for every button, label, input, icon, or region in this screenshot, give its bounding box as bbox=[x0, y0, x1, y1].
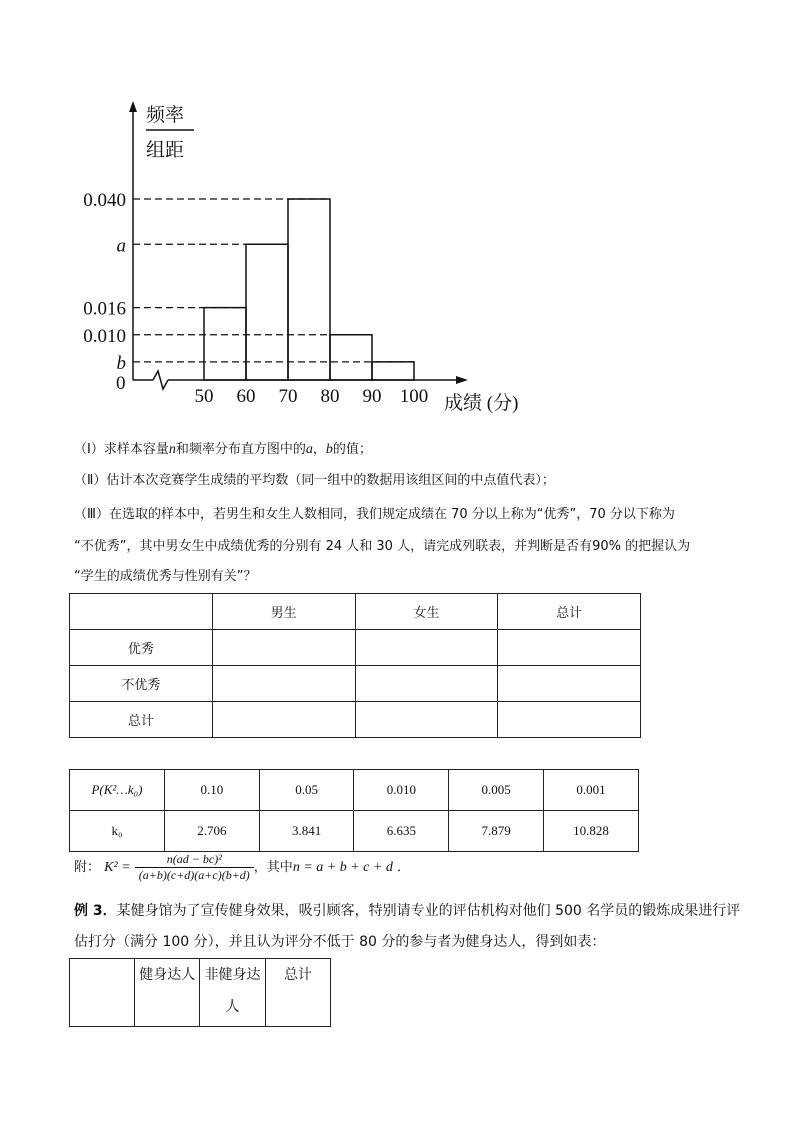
formula-suffix: n = a + b + c + d bbox=[292, 860, 393, 875]
y-tick-label: 0.016 bbox=[83, 298, 126, 320]
table-cell bbox=[212, 630, 355, 666]
contingency-table bbox=[69, 593, 641, 738]
formula-denominator: (a+b)(c+d)(a+c)(b+d) bbox=[138, 868, 250, 882]
x-tick-label: 50 bbox=[194, 386, 214, 407]
histogram-bar bbox=[246, 244, 288, 380]
histogram-bar bbox=[204, 308, 246, 380]
x-tick-label: 80 bbox=[320, 386, 340, 407]
table-cell: 0.010 bbox=[354, 770, 449, 811]
table-header-cell: 健身达人 bbox=[135, 959, 200, 1027]
table-cell: 7.879 bbox=[449, 811, 544, 852]
question-3-line-1: （Ⅲ）在选取的样本中，若男生和女生人数相同，我们规定成绩在 70 分以上称为“优秀”，70 分以下称为 bbox=[74, 507, 675, 522]
table-cell: 2.706 bbox=[164, 811, 259, 852]
y-tick-label: b bbox=[116, 352, 126, 374]
table-cell bbox=[212, 666, 355, 702]
question-3-line-2: “不优秀”，其中男女生中成绩优秀的分别有 24 人和 30 人，请完成列联表，并判断是否有90% 的把握认为 bbox=[74, 539, 691, 554]
table-cell: 6.635 bbox=[354, 811, 449, 852]
y-label-bottom: 组距 bbox=[146, 140, 185, 161]
question-3-line-3: “学生的成绩优秀与性别有关”？ bbox=[74, 569, 257, 584]
example-label: 例 3． bbox=[74, 903, 117, 919]
table-cell: 0.10 bbox=[164, 770, 259, 811]
y-axis-arrow bbox=[129, 101, 137, 112]
row-label: 优秀 bbox=[70, 630, 213, 666]
axis-break bbox=[153, 371, 168, 389]
y-label-top: 频率 bbox=[146, 105, 185, 126]
table-cell: 3.841 bbox=[259, 811, 354, 852]
y-tick-label: 0.010 bbox=[83, 325, 126, 347]
table-cell: 10.828 bbox=[544, 811, 639, 852]
x-tick-label: 70 bbox=[278, 386, 298, 407]
table-header-cell: 女生 bbox=[355, 594, 498, 630]
row-label: 总计 bbox=[70, 702, 213, 738]
table-row bbox=[70, 666, 641, 702]
y-tick-label: 0.040 bbox=[83, 190, 126, 211]
table-cell: 0.005 bbox=[449, 770, 544, 811]
x-tick-label: 60 bbox=[236, 386, 256, 407]
table-row bbox=[70, 959, 331, 1027]
question-1: （Ⅰ）求样本容量n和频率分布直方图中的a，b的值； bbox=[74, 442, 372, 457]
row-label: 不优秀 bbox=[70, 666, 213, 702]
histogram-bar bbox=[288, 199, 330, 380]
formula-lhs: K² = bbox=[104, 860, 131, 875]
frequency-histogram bbox=[68, 95, 538, 425]
table-header-cell: 总计 bbox=[498, 594, 641, 630]
table-cell: 0.05 bbox=[259, 770, 354, 811]
table-header-cell: 非健身达人 bbox=[200, 959, 265, 1027]
table-header-cell: 男生 bbox=[212, 594, 355, 630]
formula-fraction bbox=[135, 852, 254, 883]
table-cell: 0.001 bbox=[544, 770, 639, 811]
formula-numerator: n(ad − bc)² bbox=[135, 852, 254, 868]
table-cell bbox=[355, 702, 498, 738]
table-cell bbox=[355, 666, 498, 702]
row-label: P(K²…k₀) bbox=[70, 770, 165, 811]
y-tick-label: a bbox=[116, 235, 126, 257]
x-axis-label: 成绩 (分) bbox=[444, 393, 519, 414]
table-row bbox=[70, 594, 641, 630]
x-tick-label: 90 bbox=[362, 386, 382, 407]
table-cell bbox=[355, 630, 498, 666]
table-row bbox=[70, 702, 641, 738]
table-cell bbox=[70, 959, 135, 1027]
fitness-table bbox=[69, 958, 331, 1027]
formula-note: 附： K² = $\frac{\text{n(ad − bc)²}}{(a+b)(c+d)(a+c)(b+d)}$ ，其中n = a + b + c + d ． bbox=[74, 852, 410, 882]
histogram-bar bbox=[372, 362, 414, 380]
histogram-bar bbox=[330, 335, 372, 380]
x-tick-label: 100 bbox=[399, 386, 429, 407]
table-cell bbox=[70, 594, 213, 630]
table-row bbox=[70, 630, 641, 666]
critical-value-table bbox=[69, 769, 639, 852]
table-cell bbox=[498, 630, 641, 666]
table-row bbox=[70, 811, 639, 852]
example-3-line-1: 例 3．某健身馆为了宣传健身效果，吸引顾客，特别请专业的评估机构对他们 500 名学员的锻炼成果进行评 bbox=[74, 903, 741, 919]
example-3-line-2: 估打分（满分 100 分），并且认为评分不低于 80 分的参与者为健身达人，得到如表： bbox=[74, 934, 606, 950]
row-label: k₀ bbox=[70, 811, 165, 852]
x-axis-arrow bbox=[456, 376, 468, 384]
table-cell bbox=[212, 702, 355, 738]
question-2: （Ⅱ）估计本次竞赛学生成绩的平均数（同一组中的数据用该组区间的中点值代表）； bbox=[74, 473, 555, 488]
table-header-cell: 总计 bbox=[265, 959, 330, 1027]
table-row bbox=[70, 770, 639, 811]
table-cell bbox=[498, 666, 641, 702]
table-cell bbox=[498, 702, 641, 738]
origin-label: 0 bbox=[116, 373, 126, 394]
